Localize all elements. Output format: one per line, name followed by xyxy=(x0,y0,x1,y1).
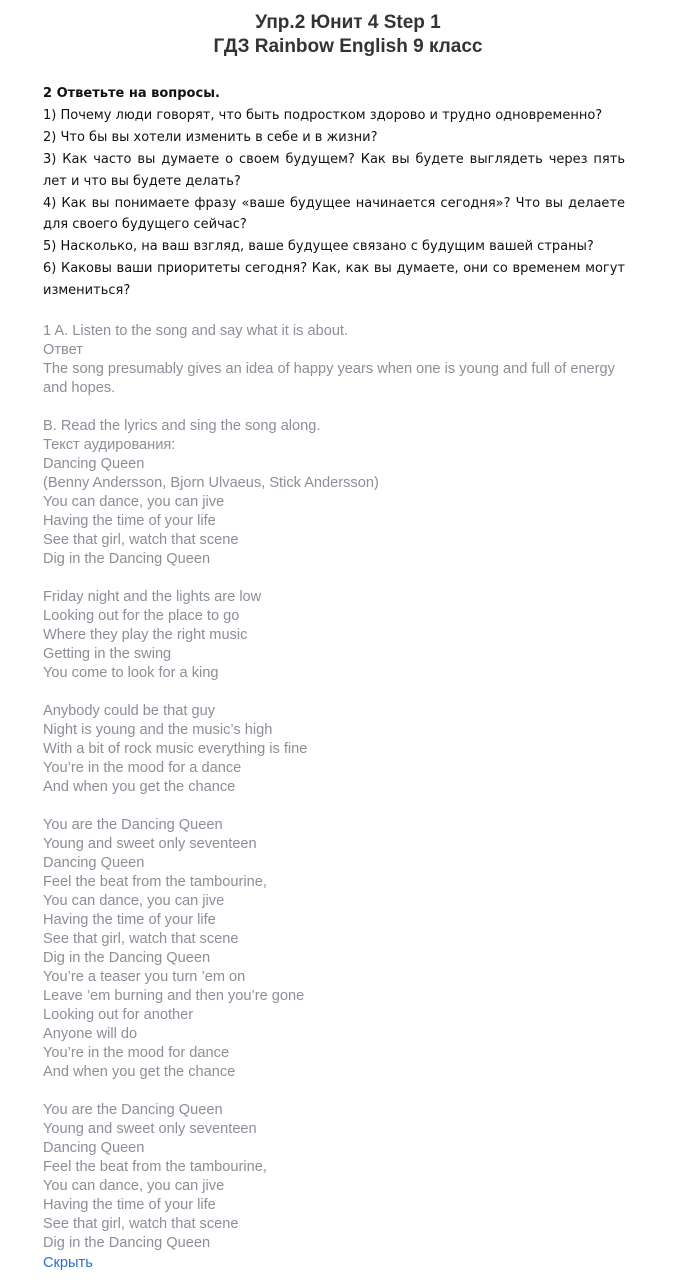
question-item: 6) Каковы ваши приоритеты сегодня? Как, как вы думаете, они со временем могут измениться? xyxy=(43,261,625,299)
lyric-line: You’re in the mood for a dance xyxy=(43,760,242,776)
lyric-line: You are the Dancing Queen xyxy=(43,1102,223,1118)
lyric-line: Friday night and the lights are low xyxy=(43,589,262,605)
lyric-line: Dancing Queen xyxy=(43,855,145,871)
lyrics-stanza-3 xyxy=(43,702,633,797)
song-authors: (Benny Andersson, Bjorn Ulvaeus, Stick Andersson) xyxy=(43,475,379,491)
spacer xyxy=(43,398,633,417)
question-item: 2) Что бы вы хотели изменить в себе и в жизни? xyxy=(43,129,378,145)
spacer xyxy=(43,569,633,588)
lyric-line: See that girl, watch that scene xyxy=(43,532,239,548)
lyric-line: Anyone will do xyxy=(43,1026,138,1042)
answer-text: The song presumably gives an idea of happy years when one is young and full of energy xyxy=(43,361,615,377)
lyric-line: See that girl, watch that scene xyxy=(43,1216,239,1232)
listening-label: Текст аудирования: xyxy=(43,437,176,453)
lyric-line: Leave ’em burning and then you’re gone xyxy=(43,988,305,1004)
lyric-line: And when you get the chance xyxy=(43,1064,236,1080)
lyric-line: Dancing Queen xyxy=(43,1140,145,1156)
lyric-line: Having the time of your life xyxy=(43,912,216,928)
question-item: 4) Как вы понимаете фразу «ваше будущее начинается сегодня»? Что вы делаете для своего будущего сейчас? xyxy=(43,195,625,233)
question-item: 5) Насколько, на ваш взгляд, ваше будущее связано с будущим вашей страны? xyxy=(43,239,594,255)
lyric-line: You come to look for a king xyxy=(43,665,219,681)
spacer xyxy=(43,797,633,816)
lyric-line: See that girl, watch that scene xyxy=(43,931,239,947)
lyrics-stanza-5 xyxy=(43,1101,633,1253)
answer-block xyxy=(43,322,633,1253)
lyrics-stanza-2 xyxy=(43,588,633,683)
question-item: 3) Как часто вы думаете о своем будущем? Как вы будете выглядеть через пять лет и что вы будете делать? xyxy=(43,151,625,189)
answer-text: and hopes. xyxy=(43,380,116,396)
answer-label: Ответ xyxy=(43,342,83,358)
lyric-line: Where they play the right music xyxy=(43,627,248,643)
lyric-line: Young and sweet only seventeen xyxy=(43,836,257,852)
lyric-line: You’re in the mood for dance xyxy=(43,1045,230,1061)
lyric-line: Dig in the Dancing Queen xyxy=(43,1235,211,1251)
lyric-line: Dig in the Dancing Queen xyxy=(43,551,211,567)
task-b-text: B. Read the lyrics and sing the song along. xyxy=(43,418,321,434)
lyric-line: You can dance, you can jive xyxy=(43,494,225,510)
song-title: Dancing Queen xyxy=(43,456,145,472)
lyric-line: You can dance, you can jive xyxy=(43,893,225,909)
lyric-line: Looking out for the place to go xyxy=(43,608,240,624)
lyric-line: You’re a teaser you turn ’em on xyxy=(43,969,246,985)
lyric-line: And when you get the chance xyxy=(43,779,236,795)
lyric-line: You can dance, you can jive xyxy=(43,1178,225,1194)
task-a-text: 1 A. Listen to the song and say what it is about. xyxy=(43,323,349,339)
lyric-line: Looking out for another xyxy=(43,1007,194,1023)
title-line-2: ГДЗ Rainbow English 9 класс xyxy=(213,36,483,57)
lyric-line: Having the time of your life xyxy=(43,513,216,529)
page-title xyxy=(0,11,696,59)
questions-block xyxy=(43,83,625,302)
lyrics-stanza-4 xyxy=(43,816,633,1082)
lyric-line: With a bit of rock music everything is fine xyxy=(43,741,308,757)
lyrics-stanza-1 xyxy=(43,493,633,569)
lyric-line: Having the time of your life xyxy=(43,1197,216,1213)
lyric-line: Anybody could be that guy xyxy=(43,703,216,719)
lyric-line: Young and sweet only seventeen xyxy=(43,1121,257,1137)
lyric-line: Feel the beat from the tambourine, xyxy=(43,874,267,890)
lyric-line: You are the Dancing Queen xyxy=(43,817,223,833)
hide-link[interactable]: Скрыть xyxy=(43,1255,93,1271)
spacer xyxy=(43,1082,633,1101)
lyric-line: Getting in the swing xyxy=(43,646,172,662)
lyric-line: Feel the beat from the tambourine, xyxy=(43,1159,267,1175)
lyric-line: Dig in the Dancing Queen xyxy=(43,950,211,966)
title-line-1: Упр.2 Юнит 4 Step 1 xyxy=(255,12,441,33)
question-item: 1) Почему люди говорят, что быть подростком здорово и трудно одновременно? xyxy=(43,107,603,123)
lyric-line: Night is young and the music’s high xyxy=(43,722,273,738)
spacer xyxy=(43,683,633,702)
questions-heading: 2 Ответьте на вопросы. xyxy=(43,86,220,101)
